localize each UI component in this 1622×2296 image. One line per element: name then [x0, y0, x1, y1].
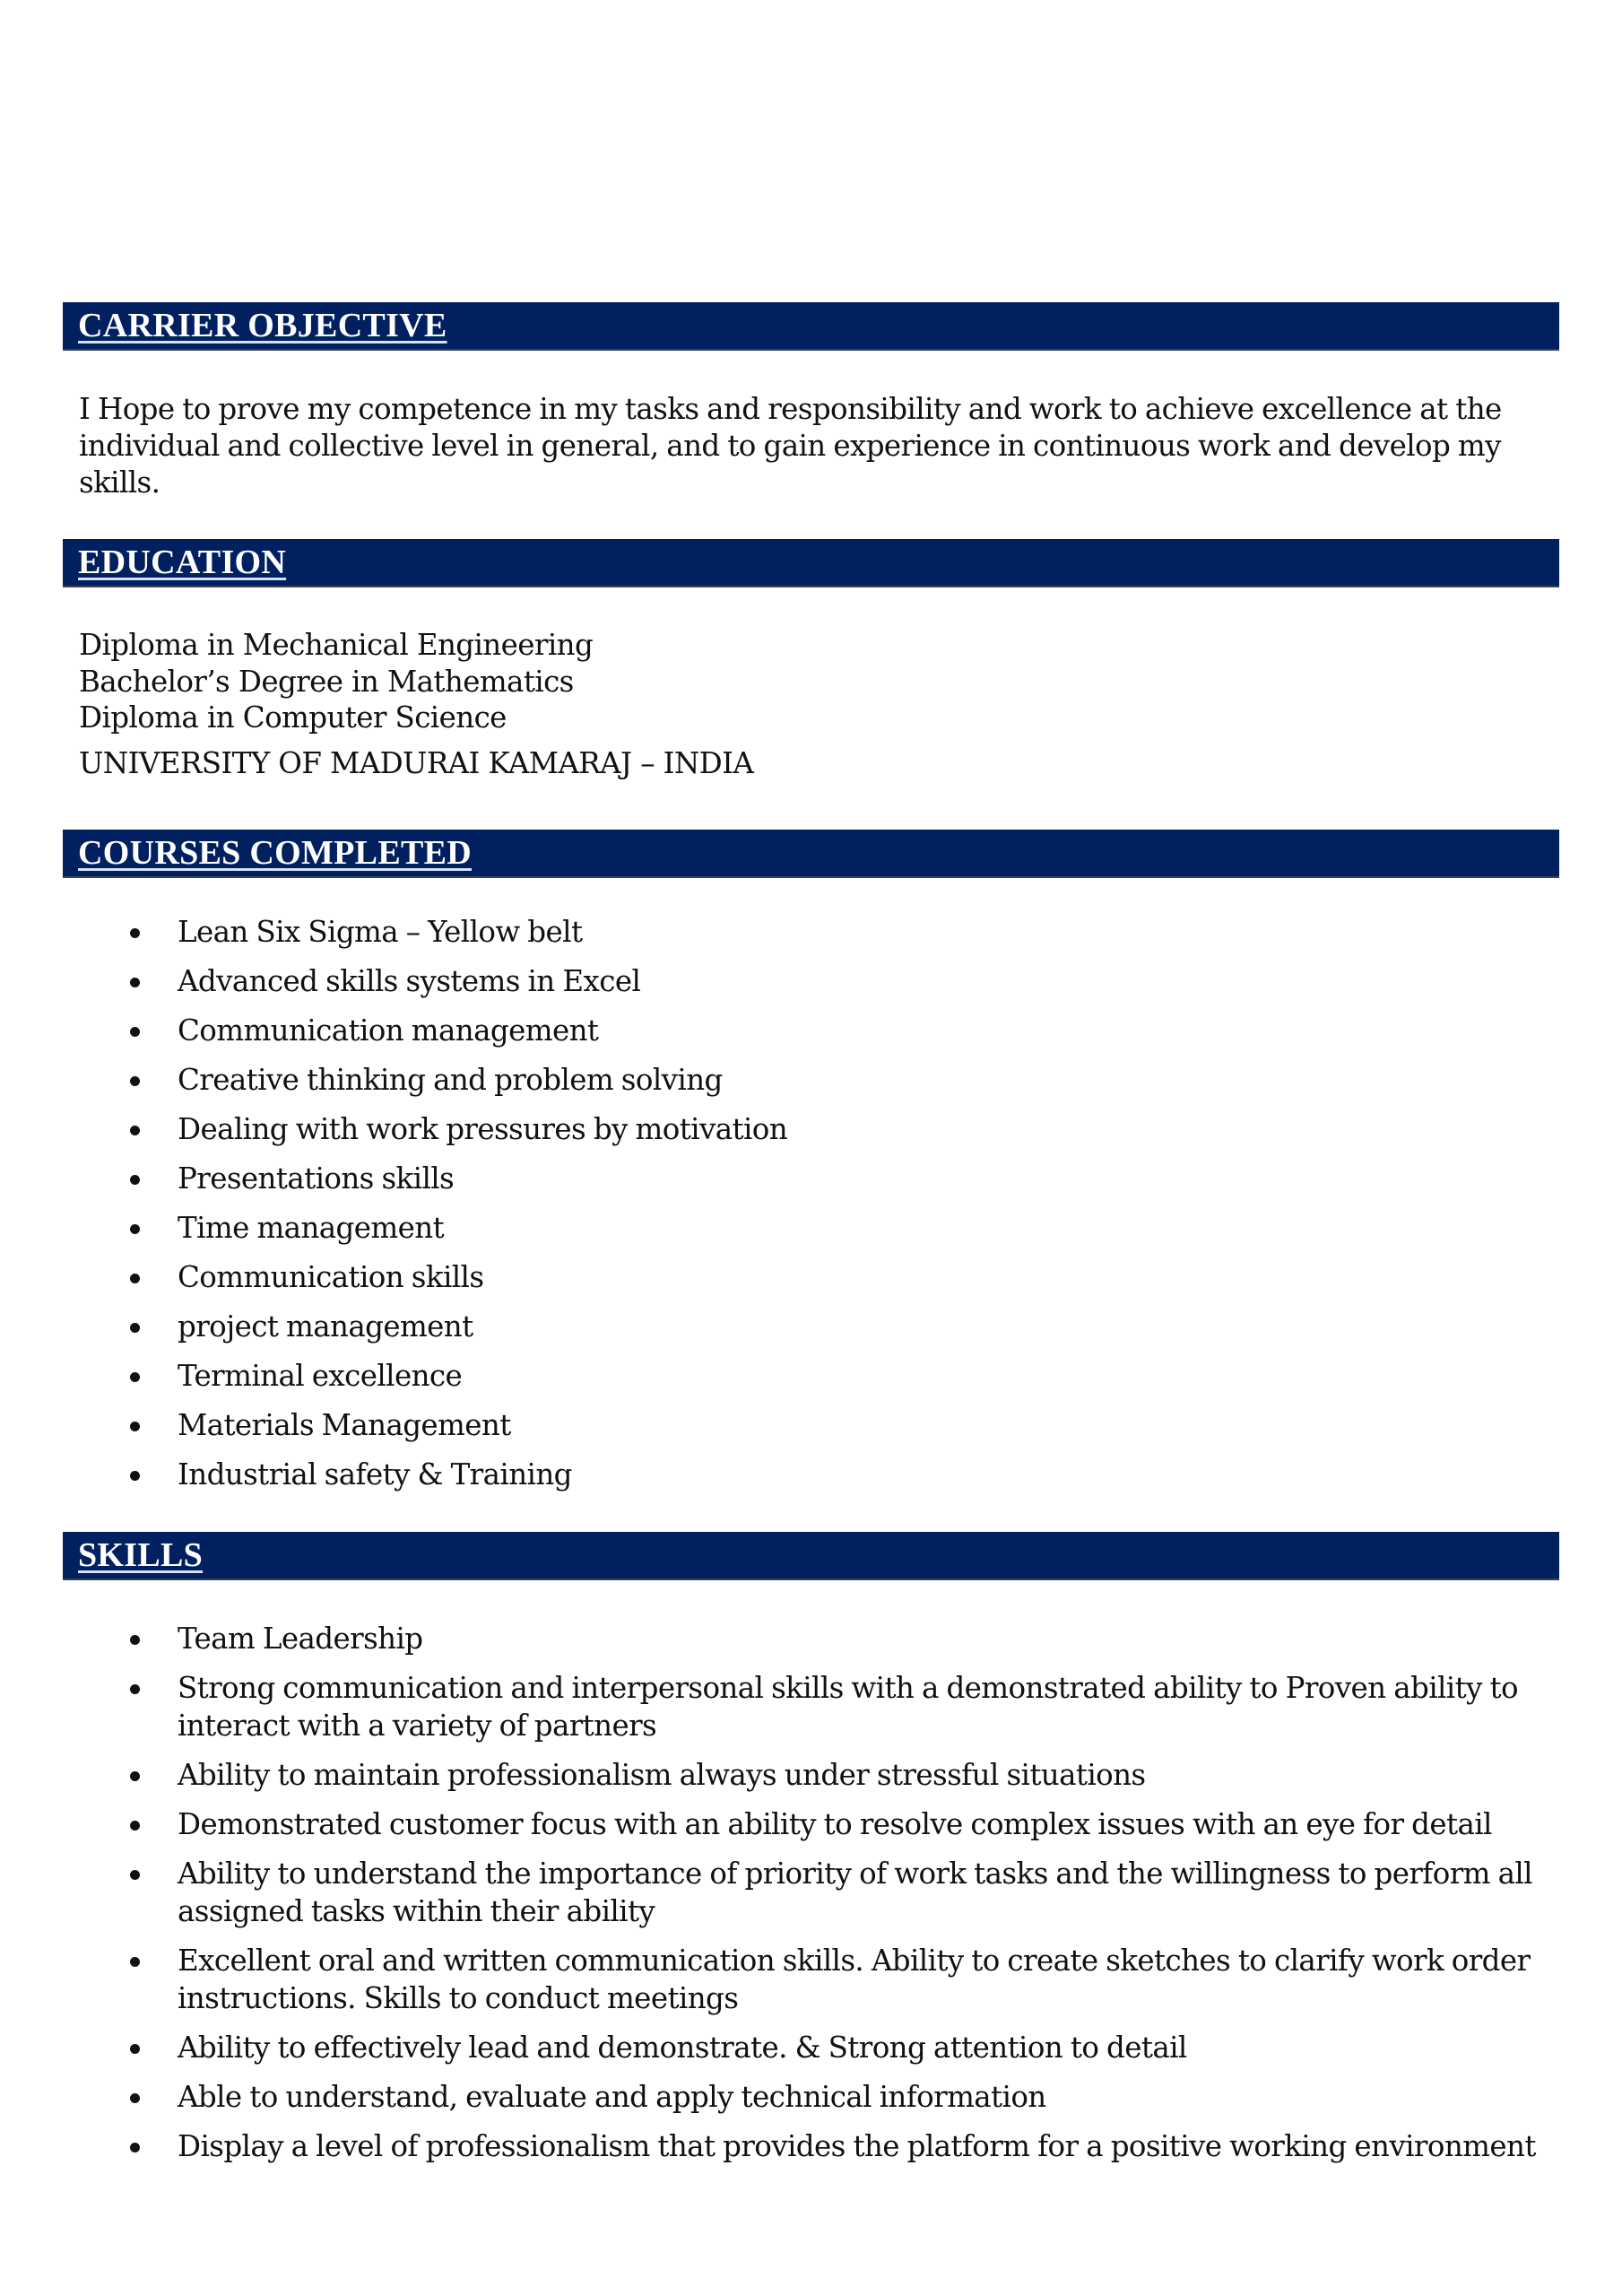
university-name: UNIVERSITY OF MADURAI KAMARAJ – INDIA — [79, 746, 754, 780]
course-label: Presentations skills — [178, 1161, 455, 1196]
list-item — [0, 963, 1622, 1013]
list-item — [0, 2029, 1549, 2066]
list-item — [0, 1855, 1549, 1930]
skill-label: Ability to effectively lead and demonstrate. & Strong attention to detail — [178, 2031, 1187, 2065]
bullet-icon — [130, 928, 140, 938]
list-item — [0, 1013, 1622, 1062]
bullet-icon — [130, 1957, 140, 1967]
list-item — [0, 2127, 1549, 2165]
bullet-icon — [130, 2044, 140, 2054]
list-item — [0, 1457, 1622, 1506]
course-label: Time management — [178, 1211, 445, 1245]
degree-item: Diploma in Mechanical Engineering — [79, 628, 594, 662]
list-item — [0, 914, 1622, 963]
list-item — [0, 1259, 1622, 1309]
list-item — [0, 1407, 1622, 1457]
bullet-icon — [130, 1870, 140, 1880]
bullet-icon — [130, 1224, 140, 1234]
skill-label: Team Leadership — [178, 1622, 423, 1656]
bullet-icon — [130, 1471, 140, 1481]
bullet-icon — [130, 1771, 140, 1781]
bullet-icon — [130, 2093, 140, 2103]
skill-label: Excellent oral and written communication skills. Ability to create sketches to clarify work order instructions. Skills to conduct meetings — [178, 1944, 1531, 2015]
skill-label: Ability to understand the importance of priority of work tasks and the willingness to perform all assigned tasks within their ability — [178, 1857, 1532, 1928]
section-title: EDUCATION — [78, 544, 287, 581]
course-label: Communication management — [178, 1013, 599, 1048]
section-header-objective — [63, 302, 1559, 351]
list-item — [0, 1210, 1622, 1259]
list-item — [0, 1805, 1549, 1843]
bullet-icon — [130, 1372, 140, 1382]
section-title: SKILLS — [78, 1536, 204, 1574]
skill-label: Demonstrated customer focus with an ability to resolve complex issues with an eye for detail — [178, 1807, 1492, 1841]
bullet-icon — [130, 1422, 140, 1431]
course-label: Dealing with work pressures by motivation — [178, 1112, 788, 1146]
course-label: Terminal excellence — [178, 1359, 463, 1393]
course-label: project management — [178, 1309, 473, 1344]
course-label: Creative thinking and problem solving — [178, 1063, 723, 1097]
bullet-icon — [130, 2143, 140, 2152]
list-item — [0, 1756, 1549, 1794]
section-title: COURSES COMPLETED — [78, 834, 473, 872]
list-item — [0, 1309, 1622, 1358]
skills-list — [0, 1620, 1622, 2177]
section-title: CARRIER OBJECTIVE — [78, 307, 447, 344]
bullet-icon — [130, 1821, 140, 1831]
degree-item: Diploma in Computer Science — [79, 700, 507, 735]
list-item — [0, 1111, 1622, 1161]
course-label: Materials Management — [178, 1408, 511, 1442]
course-label: Lean Six Sigma – Yellow belt — [178, 915, 583, 949]
list-item — [0, 2078, 1549, 2116]
skill-label: Display a level of professionalism that provides the platform for a positive working environment — [178, 2129, 1536, 2163]
skill-label: Able to understand, evaluate and apply technical information — [178, 2080, 1046, 2114]
bullet-icon — [130, 1684, 140, 1694]
bullet-icon — [130, 1027, 140, 1037]
list-item — [0, 1669, 1549, 1744]
section-header-skills — [63, 1532, 1559, 1580]
bullet-icon — [130, 1175, 140, 1185]
degree-item: Bachelor’s Degree in Mathematics — [79, 665, 574, 699]
course-label: Advanced skills systems in Excel — [178, 964, 641, 998]
bullet-icon — [130, 1323, 140, 1333]
bullet-icon — [130, 1274, 140, 1283]
skill-label: Strong communication and interpersonal skills with a demonstrated ability to Proven ability to interact with a variety of partners — [178, 1671, 1518, 1743]
skill-label: Ability to maintain professionalism always under stressful situations — [178, 1758, 1146, 1792]
course-label: Communication skills — [178, 1260, 484, 1294]
course-label: Industrial safety & Training — [178, 1457, 572, 1492]
objective-text: I Hope to prove my competence in my tasks and responsibility and work to achieve excellence at the individual and collective level in general, and to gain experience in continuous work and develop my skills. — [79, 392, 1502, 500]
list-item — [0, 1161, 1622, 1210]
bullet-icon — [130, 978, 140, 987]
courses-list — [0, 914, 1622, 1506]
section-header-courses — [63, 830, 1559, 878]
bullet-icon — [130, 1635, 140, 1645]
list-item — [0, 1358, 1622, 1407]
list-item — [0, 1062, 1622, 1111]
list-item — [0, 1942, 1549, 2017]
section-header-education — [63, 539, 1559, 587]
list-item — [0, 1620, 1549, 1657]
bullet-icon — [130, 1126, 140, 1135]
bullet-icon — [130, 1076, 140, 1086]
